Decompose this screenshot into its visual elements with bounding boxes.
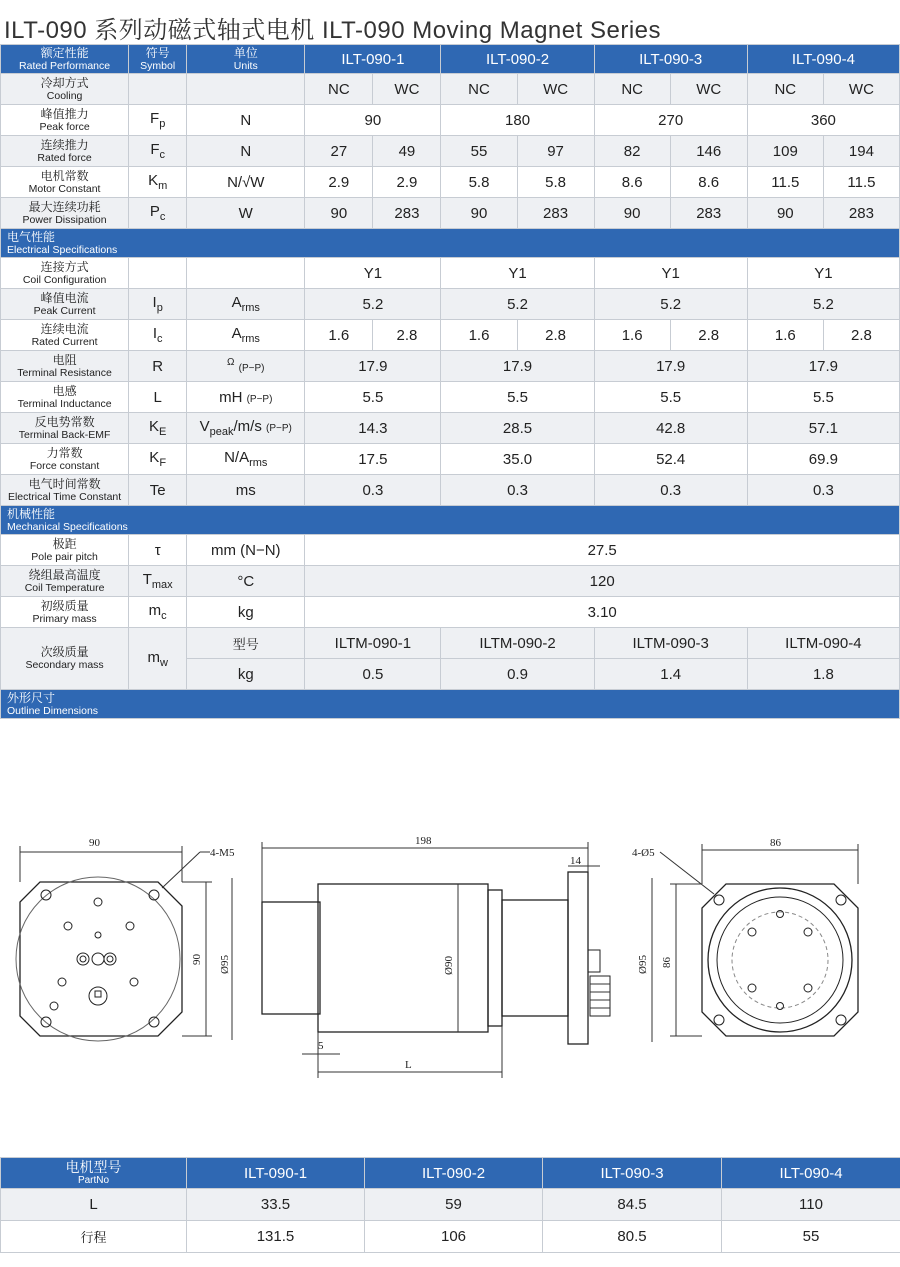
spec-header-row <box>1 45 900 74</box>
dim-front-holes: 4-M5 <box>210 847 235 859</box>
row-peak-force <box>1 105 900 136</box>
value-cell: 0.3 <box>441 475 594 506</box>
row-pole-pitch <box>1 535 900 566</box>
value-cell: 5.2 <box>594 289 747 320</box>
part-value: 131.5 <box>187 1221 365 1253</box>
part-value: 106 <box>365 1221 543 1253</box>
value-cell: 1.8 <box>747 659 899 690</box>
value-cell: 14.3 <box>305 413 441 444</box>
value-cell: 283 <box>373 198 441 229</box>
symbol-cell: $F_c$ <box>129 136 187 167</box>
part-value: 80.5 <box>543 1221 722 1253</box>
row-label: 峰值电流 Peak Current <box>1 289 129 320</box>
unit-cell: kg <box>187 659 305 690</box>
value-cell: 3.10 <box>305 597 900 628</box>
header-symbol: 符号 Symbol <box>129 45 187 74</box>
value-cell: ILTM-090-4 <box>747 628 899 659</box>
value-cell: 57.1 <box>747 413 899 444</box>
section-header: 电气性能 Electrical Specifications <box>1 229 900 258</box>
section-header: 机械性能 Mechanical Specifications <box>1 506 900 535</box>
dim-front-dia: Ø95 <box>219 955 231 974</box>
value-cell: 360 <box>747 105 899 136</box>
unit-cell: °C <box>187 566 305 597</box>
value-cell: 11.5 <box>823 167 899 198</box>
value-cell: ILTM-090-3 <box>594 628 747 659</box>
dim-front-height: 90 <box>191 954 203 965</box>
value-cell: 1.6 <box>594 320 670 351</box>
dim-side-step: 5 <box>318 1040 324 1052</box>
unit-cell: $A_{rms}$ <box>187 320 305 351</box>
header-model: ILT-090-1 <box>305 45 441 74</box>
outline-drawing <box>0 760 900 1130</box>
value-cell: 17.9 <box>747 351 899 382</box>
part-row-label: 行程 <box>1 1221 187 1253</box>
unit-cell: ms <box>187 475 305 506</box>
value-cell: 2.8 <box>823 320 899 351</box>
part-row-stroke <box>1 1221 900 1253</box>
symbol-cell: $m_c$ <box>129 597 187 628</box>
row-label: 极距 Pole pair pitch <box>1 535 129 566</box>
symbol-cell: τ <box>129 535 187 566</box>
dim-back-holes: 4-Ø5 <box>632 847 655 859</box>
value-cell: 5.8 <box>517 167 594 198</box>
row-label: 电感 Terminal Inductance <box>1 382 129 413</box>
value-cell: 146 <box>670 136 747 167</box>
value-cell: 1.6 <box>747 320 823 351</box>
row-label: 电机常数 Motor Constant <box>1 167 129 198</box>
symbol-cell: $K_E$ <box>129 413 187 444</box>
value-cell: Y1 <box>305 258 441 289</box>
part-row-label: L <box>1 1189 187 1221</box>
unit-cell: mm (N−N) <box>187 535 305 566</box>
back-view <box>632 837 858 1042</box>
part-model: ILT-090-3 <box>543 1158 722 1189</box>
value-cell: 194 <box>823 136 899 167</box>
row-label: 力常数 Force constant <box>1 444 129 475</box>
page-title: ILT-090 系列动磁式轴式电机 ILT-090 Moving Magnet Series <box>4 17 661 44</box>
header-model: ILT-090-4 <box>747 45 899 74</box>
value-cell: 1.4 <box>594 659 747 690</box>
value-cell: 2.9 <box>305 167 373 198</box>
symbol-cell: $K_F$ <box>129 444 187 475</box>
value-cell: 52.4 <box>594 444 747 475</box>
value-cell: 5.2 <box>305 289 441 320</box>
value-cell: 35.0 <box>441 444 594 475</box>
row-power-dissipation <box>1 198 900 229</box>
row-cooling <box>1 74 900 105</box>
value-cell: NC <box>747 74 823 105</box>
row-back-emf <box>1 413 900 444</box>
unit-cell <box>187 74 305 105</box>
value-cell: 90 <box>305 198 373 229</box>
part-value: 84.5 <box>543 1189 722 1221</box>
symbol-cell: $K_m$ <box>129 167 187 198</box>
value-cell: 90 <box>747 198 823 229</box>
value-cell: 90 <box>441 198 517 229</box>
value-cell: 11.5 <box>747 167 823 198</box>
row-label: 最大连续功耗 Power Dissipation <box>1 198 129 229</box>
row-peak-current <box>1 289 900 320</box>
row-coil-temp <box>1 566 900 597</box>
section-mechanical <box>1 506 900 535</box>
symbol-cell: $m_w$ <box>129 628 187 690</box>
unit-cell: 型号 <box>187 628 305 659</box>
value-cell: 283 <box>670 198 747 229</box>
row-time-constant <box>1 475 900 506</box>
dim-front-width: 90 <box>89 837 100 849</box>
value-cell: 2.8 <box>670 320 747 351</box>
value-cell: 17.5 <box>305 444 441 475</box>
part-table <box>0 1157 900 1253</box>
unit-cell: N <box>187 105 305 136</box>
value-cell: 82 <box>594 136 670 167</box>
row-label: 连接方式 Coil Configuration <box>1 258 129 289</box>
row-label: 绕组最高温度 Coil Temperature <box>1 566 129 597</box>
value-cell: 180 <box>441 105 594 136</box>
row-label: 电阻 Terminal Resistance <box>1 351 129 382</box>
value-cell: 17.9 <box>305 351 441 382</box>
row-coil-config <box>1 258 900 289</box>
unit-cell: kg <box>187 597 305 628</box>
part-model: ILT-090-2 <box>365 1158 543 1189</box>
row-label: 连续推力 Rated force <box>1 136 129 167</box>
row-secondary-mass-type <box>1 628 900 659</box>
value-cell: 90 <box>594 198 670 229</box>
value-cell: 0.9 <box>441 659 594 690</box>
row-force-constant <box>1 444 900 475</box>
value-cell: 109 <box>747 136 823 167</box>
dim-side-dia: Ø90 <box>443 956 455 975</box>
header-units: 单位 Units <box>187 45 305 74</box>
symbol-cell: $P_c$ <box>129 198 187 229</box>
value-cell: 5.2 <box>747 289 899 320</box>
value-cell: 27 <box>305 136 373 167</box>
value-cell: WC <box>670 74 747 105</box>
part-value: 59 <box>365 1189 543 1221</box>
part-value: 33.5 <box>187 1189 365 1221</box>
row-label: 冷却方式 Cooling <box>1 74 129 105</box>
value-cell: 8.6 <box>594 167 670 198</box>
part-value: 110 <box>722 1189 900 1221</box>
value-cell: NC <box>441 74 517 105</box>
value-cell: 1.6 <box>305 320 373 351</box>
symbol-cell: $I_p$ <box>129 289 187 320</box>
row-resistance <box>1 351 900 382</box>
unit-cell <box>187 258 305 289</box>
dim-back-height: 86 <box>661 957 673 968</box>
part-header-row <box>1 1158 900 1189</box>
row-label: 次级质量 Secondary mass <box>1 628 129 690</box>
row-label: 连续电流 Rated Current <box>1 320 129 351</box>
value-cell: ILTM-090-1 <box>305 628 441 659</box>
row-label: 反电势常数 Terminal Back-EMF <box>1 413 129 444</box>
section-header: 外形尺寸 Outline Dimensions <box>1 690 900 719</box>
value-cell: 2.8 <box>373 320 441 351</box>
value-cell: NC <box>305 74 373 105</box>
value-cell: 2.8 <box>517 320 594 351</box>
value-cell: 17.9 <box>441 351 594 382</box>
dim-side-L: L <box>405 1059 412 1071</box>
value-cell: WC <box>823 74 899 105</box>
symbol-cell <box>129 258 187 289</box>
unit-cell: N <box>187 136 305 167</box>
value-cell: 1.6 <box>441 320 517 351</box>
value-cell: 283 <box>823 198 899 229</box>
value-cell: 270 <box>594 105 747 136</box>
dim-back-width: 86 <box>770 837 781 849</box>
unit-cell: $^\Omega$ (P−P) <box>187 351 305 382</box>
dim-back-dia: Ø95 <box>637 955 649 974</box>
value-cell: 5.2 <box>441 289 594 320</box>
unit-cell: N/√W <box>187 167 305 198</box>
value-cell: 28.5 <box>441 413 594 444</box>
part-header-label: 电机型号 PartNo <box>1 1158 187 1189</box>
value-cell: 0.3 <box>594 475 747 506</box>
part-model: ILT-090-1 <box>187 1158 365 1189</box>
value-cell: 49 <box>373 136 441 167</box>
part-model: ILT-090-4 <box>722 1158 900 1189</box>
unit-cell: mH (P−P) <box>187 382 305 413</box>
symbol-cell: Te <box>129 475 187 506</box>
spec-table <box>0 44 900 719</box>
unit-cell: $V_{peak}/m/s$ (P−P) <box>187 413 305 444</box>
dim-side-length: 198 <box>415 835 432 847</box>
value-cell: 0.3 <box>305 475 441 506</box>
unit-cell: $A_{rms}$ <box>187 289 305 320</box>
side-view <box>262 835 610 1078</box>
header-performance: 额定性能 Rated Performance <box>1 45 129 74</box>
value-cell: 5.5 <box>441 382 594 413</box>
row-motor-constant <box>1 167 900 198</box>
symbol-cell: $F_p$ <box>129 105 187 136</box>
value-cell: Y1 <box>441 258 594 289</box>
symbol-cell <box>129 74 187 105</box>
value-cell: 120 <box>305 566 900 597</box>
header-model: ILT-090-3 <box>594 45 747 74</box>
value-cell: 27.5 <box>305 535 900 566</box>
value-cell: 5.8 <box>441 167 517 198</box>
row-rated-current <box>1 320 900 351</box>
symbol-cell: $I_c$ <box>129 320 187 351</box>
value-cell: NC <box>594 74 670 105</box>
symbol-cell: $T_{max}$ <box>129 566 187 597</box>
row-label: 峰值推力 Peak force <box>1 105 129 136</box>
value-cell: 17.9 <box>594 351 747 382</box>
part-row-L <box>1 1189 900 1221</box>
value-cell: Y1 <box>747 258 899 289</box>
dim-side-flange: 14 <box>570 855 581 867</box>
front-view <box>16 837 235 1041</box>
value-cell: 5.5 <box>305 382 441 413</box>
section-electrical <box>1 229 900 258</box>
value-cell: 8.6 <box>670 167 747 198</box>
value-cell: 97 <box>517 136 594 167</box>
row-label: 初级质量 Primary mass <box>1 597 129 628</box>
row-rated-force <box>1 136 900 167</box>
value-cell: WC <box>373 74 441 105</box>
unit-cell: $N/A_{rms}$ <box>187 444 305 475</box>
value-cell: 69.9 <box>747 444 899 475</box>
value-cell: Y1 <box>594 258 747 289</box>
unit-cell: W <box>187 198 305 229</box>
value-cell: 55 <box>441 136 517 167</box>
value-cell: 90 <box>305 105 441 136</box>
value-cell: 5.5 <box>594 382 747 413</box>
value-cell: 5.5 <box>747 382 899 413</box>
row-inductance <box>1 382 900 413</box>
value-cell: 2.9 <box>373 167 441 198</box>
value-cell: WC <box>517 74 594 105</box>
row-label: 电气时间常数 Electrical Time Constant <box>1 475 129 506</box>
value-cell: 42.8 <box>594 413 747 444</box>
section-outline <box>1 690 900 719</box>
symbol-cell: R <box>129 351 187 382</box>
value-cell: 0.3 <box>747 475 899 506</box>
symbol-cell: L <box>129 382 187 413</box>
value-cell: ILTM-090-2 <box>441 628 594 659</box>
row-primary-mass <box>1 597 900 628</box>
header-model: ILT-090-2 <box>441 45 594 74</box>
part-value: 55 <box>722 1221 900 1253</box>
value-cell: 0.5 <box>305 659 441 690</box>
value-cell: 283 <box>517 198 594 229</box>
